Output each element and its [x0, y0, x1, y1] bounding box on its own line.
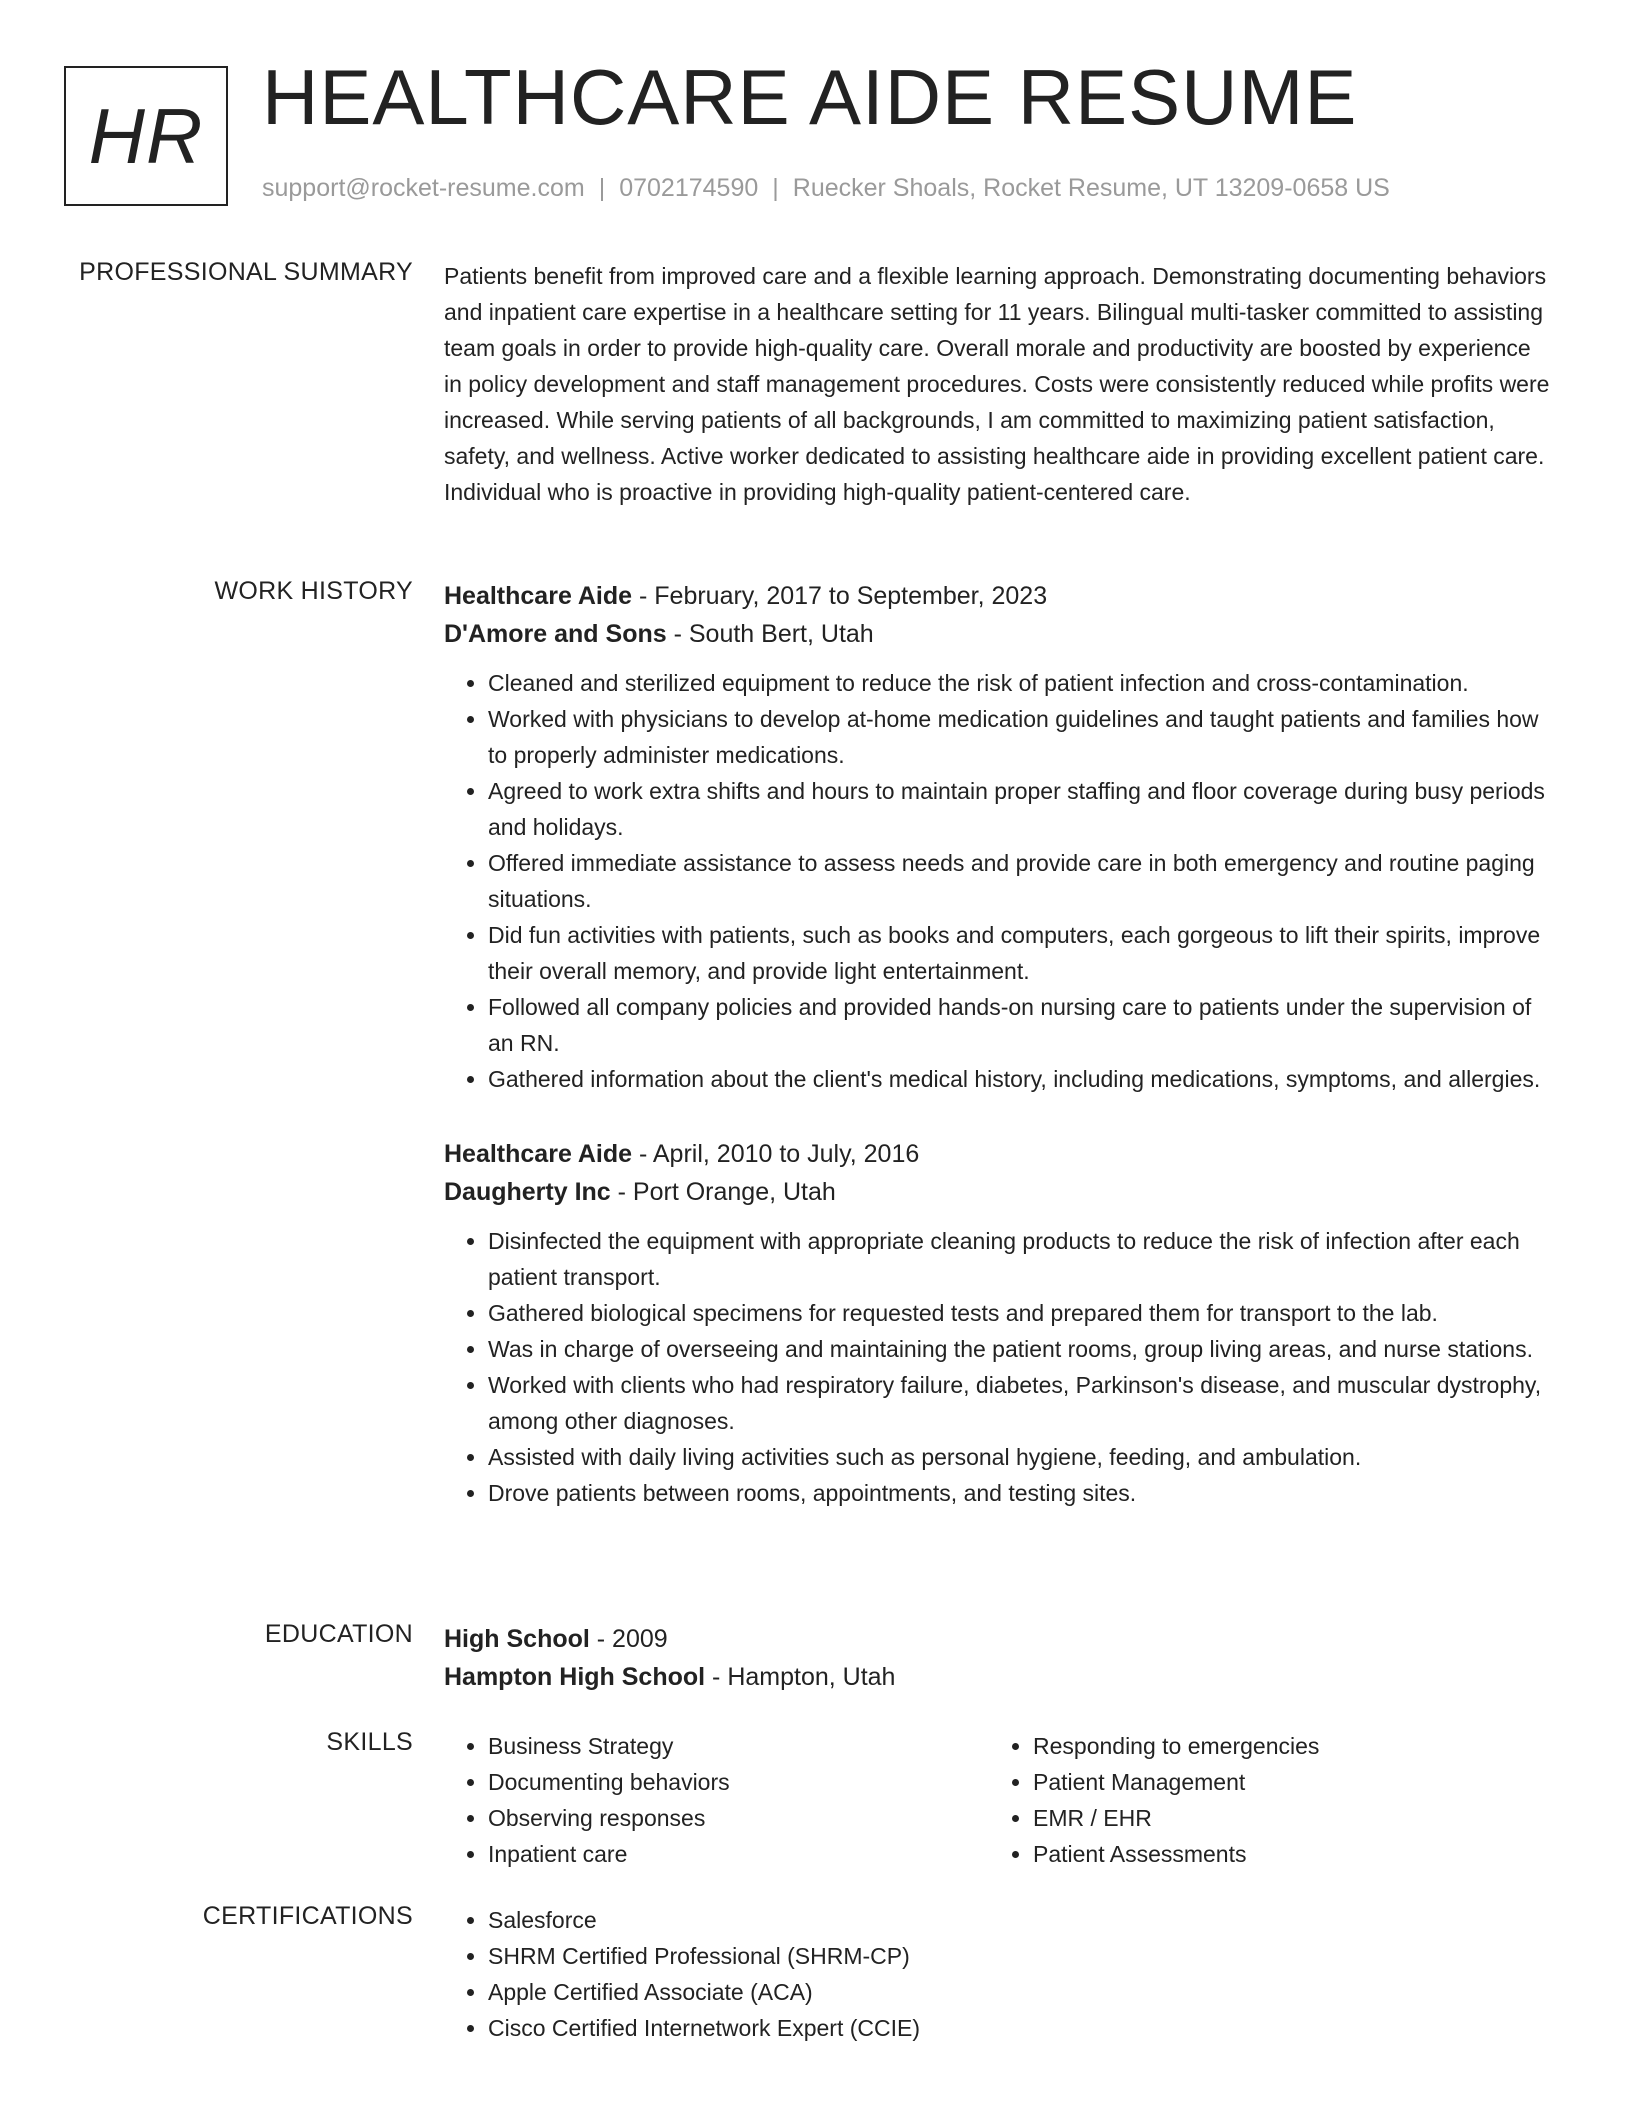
job-bullet: • Disinfected the equipment with appropriate cleaning products to reduce the risk of infection after each patient transport.	[488, 1223, 1554, 1295]
job-dates: - April, 2010 to July, 2016	[632, 1140, 920, 1168]
section-label-skills: SKILLS	[326, 1728, 413, 1756]
education-school: Hampton High School	[444, 1663, 706, 1691]
education-degree: High School	[444, 1625, 590, 1653]
skills-list-right	[989, 1728, 1534, 1872]
education-school-line	[444, 1658, 1554, 1696]
job-bullet: • Gathered information about the client's medical history, including medications, symptoms, and allergies.	[488, 1061, 1554, 1097]
skills-columns	[444, 1728, 1554, 1872]
skill-item: • Patient Management	[1033, 1764, 1534, 1800]
job-company: Daugherty Inc	[444, 1178, 611, 1206]
contact-line	[262, 174, 1390, 203]
certification-item: • Salesforce	[488, 1902, 1554, 1938]
job-bullet: • Did fun activities with patients, such as books and computers, each gorgeous to lift their spirits, improve their overall memory, and provide light entertainment.	[488, 917, 1554, 989]
job-entry	[444, 577, 1554, 1097]
job-bullet: • Worked with physicians to develop at-home medication guidelines and taught patients and families how to properly administer medications.	[488, 701, 1554, 773]
certifications-body	[444, 1902, 1554, 2046]
education-location: - Hampton, Utah	[705, 1663, 896, 1691]
contact-separator: |	[772, 174, 779, 202]
monogram-box	[64, 66, 228, 206]
skill-item: • EMR / EHR	[1033, 1800, 1534, 1836]
job-bullet: • Offered immediate assistance to assess needs and provide care in both emergency and routine paging situations.	[488, 845, 1554, 917]
education-year: - 2009	[589, 1625, 668, 1653]
job-location: - South Bert, Utah	[666, 620, 874, 648]
certifications-list	[444, 1902, 1554, 2046]
job-company: D'Amore and Sons	[444, 620, 667, 648]
job-title: Healthcare Aide	[444, 582, 633, 610]
job-bullets	[444, 665, 1554, 1097]
job-company-line	[444, 1173, 1554, 1211]
skills-body	[444, 1728, 1554, 1872]
job-bullet: • Agreed to work extra shifts and hours to maintain proper staffing and floor coverage during busy periods and holidays.	[488, 773, 1554, 845]
education-degree-line	[444, 1620, 1554, 1658]
job-bullet: • Drove patients between rooms, appointments, and testing sites.	[488, 1475, 1554, 1511]
job-bullet: • Worked with clients who had respiratory failure, diabetes, Parkinson's disease, and muscular dystrophy, among other diagnoses.	[488, 1367, 1554, 1439]
job-bullet: • Followed all company policies and provided hands-on nursing care to patients under the supervision of an RN.	[488, 989, 1554, 1061]
contact-email: support@rocket-resume.com	[262, 174, 585, 202]
job-title: Healthcare Aide	[444, 1140, 633, 1168]
job-dates: - February, 2017 to September, 2023	[632, 582, 1048, 610]
section-label-work-history: WORK HISTORY	[214, 577, 413, 605]
job-entry	[444, 1135, 1554, 1511]
job-bullet: • Gathered biological specimens for requested tests and prepared them for transport to the lab.	[488, 1295, 1554, 1331]
resume-title: HEALTHCARE AIDE RESUME	[262, 53, 1358, 141]
skill-item: • Business Strategy	[488, 1728, 989, 1764]
job-company-line	[444, 615, 1554, 653]
job-location: - Port Orange, Utah	[610, 1178, 836, 1206]
section-label-education: EDUCATION	[264, 1620, 413, 1648]
summary-text: Patients benefit from improved care and a flexible learning approach. Demonstrating documenting behaviors and inpatient care expertise in a healthcare setting for 11 years. Bilingual multi-tasker committed to assisting team goals in order to provide high-quality care. Overall morale and productivity are boosted by experience in policy development and staff management procedures. Costs were consistently reduced while profits were increased. While serving patients of all backgrounds, I am committed to maximizing patient satisfaction, safety, and wellness. Active worker dedicated to assisting healthcare aide in providing excellent patient care. Individual who is proactive in providing high-quality patient-centered care.	[444, 263, 1550, 505]
job-bullets	[444, 1223, 1554, 1511]
skill-item: • Observing responses	[488, 1800, 989, 1836]
contact-address: Ruecker Shoals, Rocket Resume, UT 13209-0658 US	[792, 174, 1390, 202]
contact-phone: 0702174590	[619, 174, 759, 202]
section-label-certifications: CERTIFICATIONS	[202, 1902, 413, 1930]
skill-item: • Documenting behaviors	[488, 1764, 989, 1800]
education-body	[444, 1620, 1554, 1696]
section-label-summary: PROFESSIONAL SUMMARY	[79, 258, 413, 286]
contact-separator: |	[598, 174, 606, 202]
work-history-body	[444, 577, 1554, 1511]
certification-item: • Cisco Certified Internetwork Expert (CCIE)	[488, 2010, 1554, 2046]
skill-item: • Inpatient care	[488, 1836, 989, 1872]
skills-list-left	[444, 1728, 989, 1872]
summary-body	[444, 258, 1554, 510]
job-title-line	[444, 1135, 1554, 1173]
monogram-initials: HR	[88, 91, 204, 180]
certification-item: • SHRM Certified Professional (SHRM-CP)	[488, 1938, 1554, 1974]
job-bullet: • Was in charge of overseeing and maintaining the patient rooms, group living areas, and nurse stations.	[488, 1331, 1554, 1367]
skill-item: • Patient Assessments	[1033, 1836, 1534, 1872]
job-bullet: • Assisted with daily living activities such as personal hygiene, feeding, and ambulation.	[488, 1439, 1554, 1475]
skill-item: • Responding to emergencies	[1033, 1728, 1534, 1764]
certification-item: • Apple Certified Associate (ACA)	[488, 1974, 1554, 2010]
job-bullet: • Cleaned and sterilized equipment to reduce the risk of patient infection and cross-contamination.	[488, 665, 1554, 701]
job-title-line	[444, 577, 1554, 615]
